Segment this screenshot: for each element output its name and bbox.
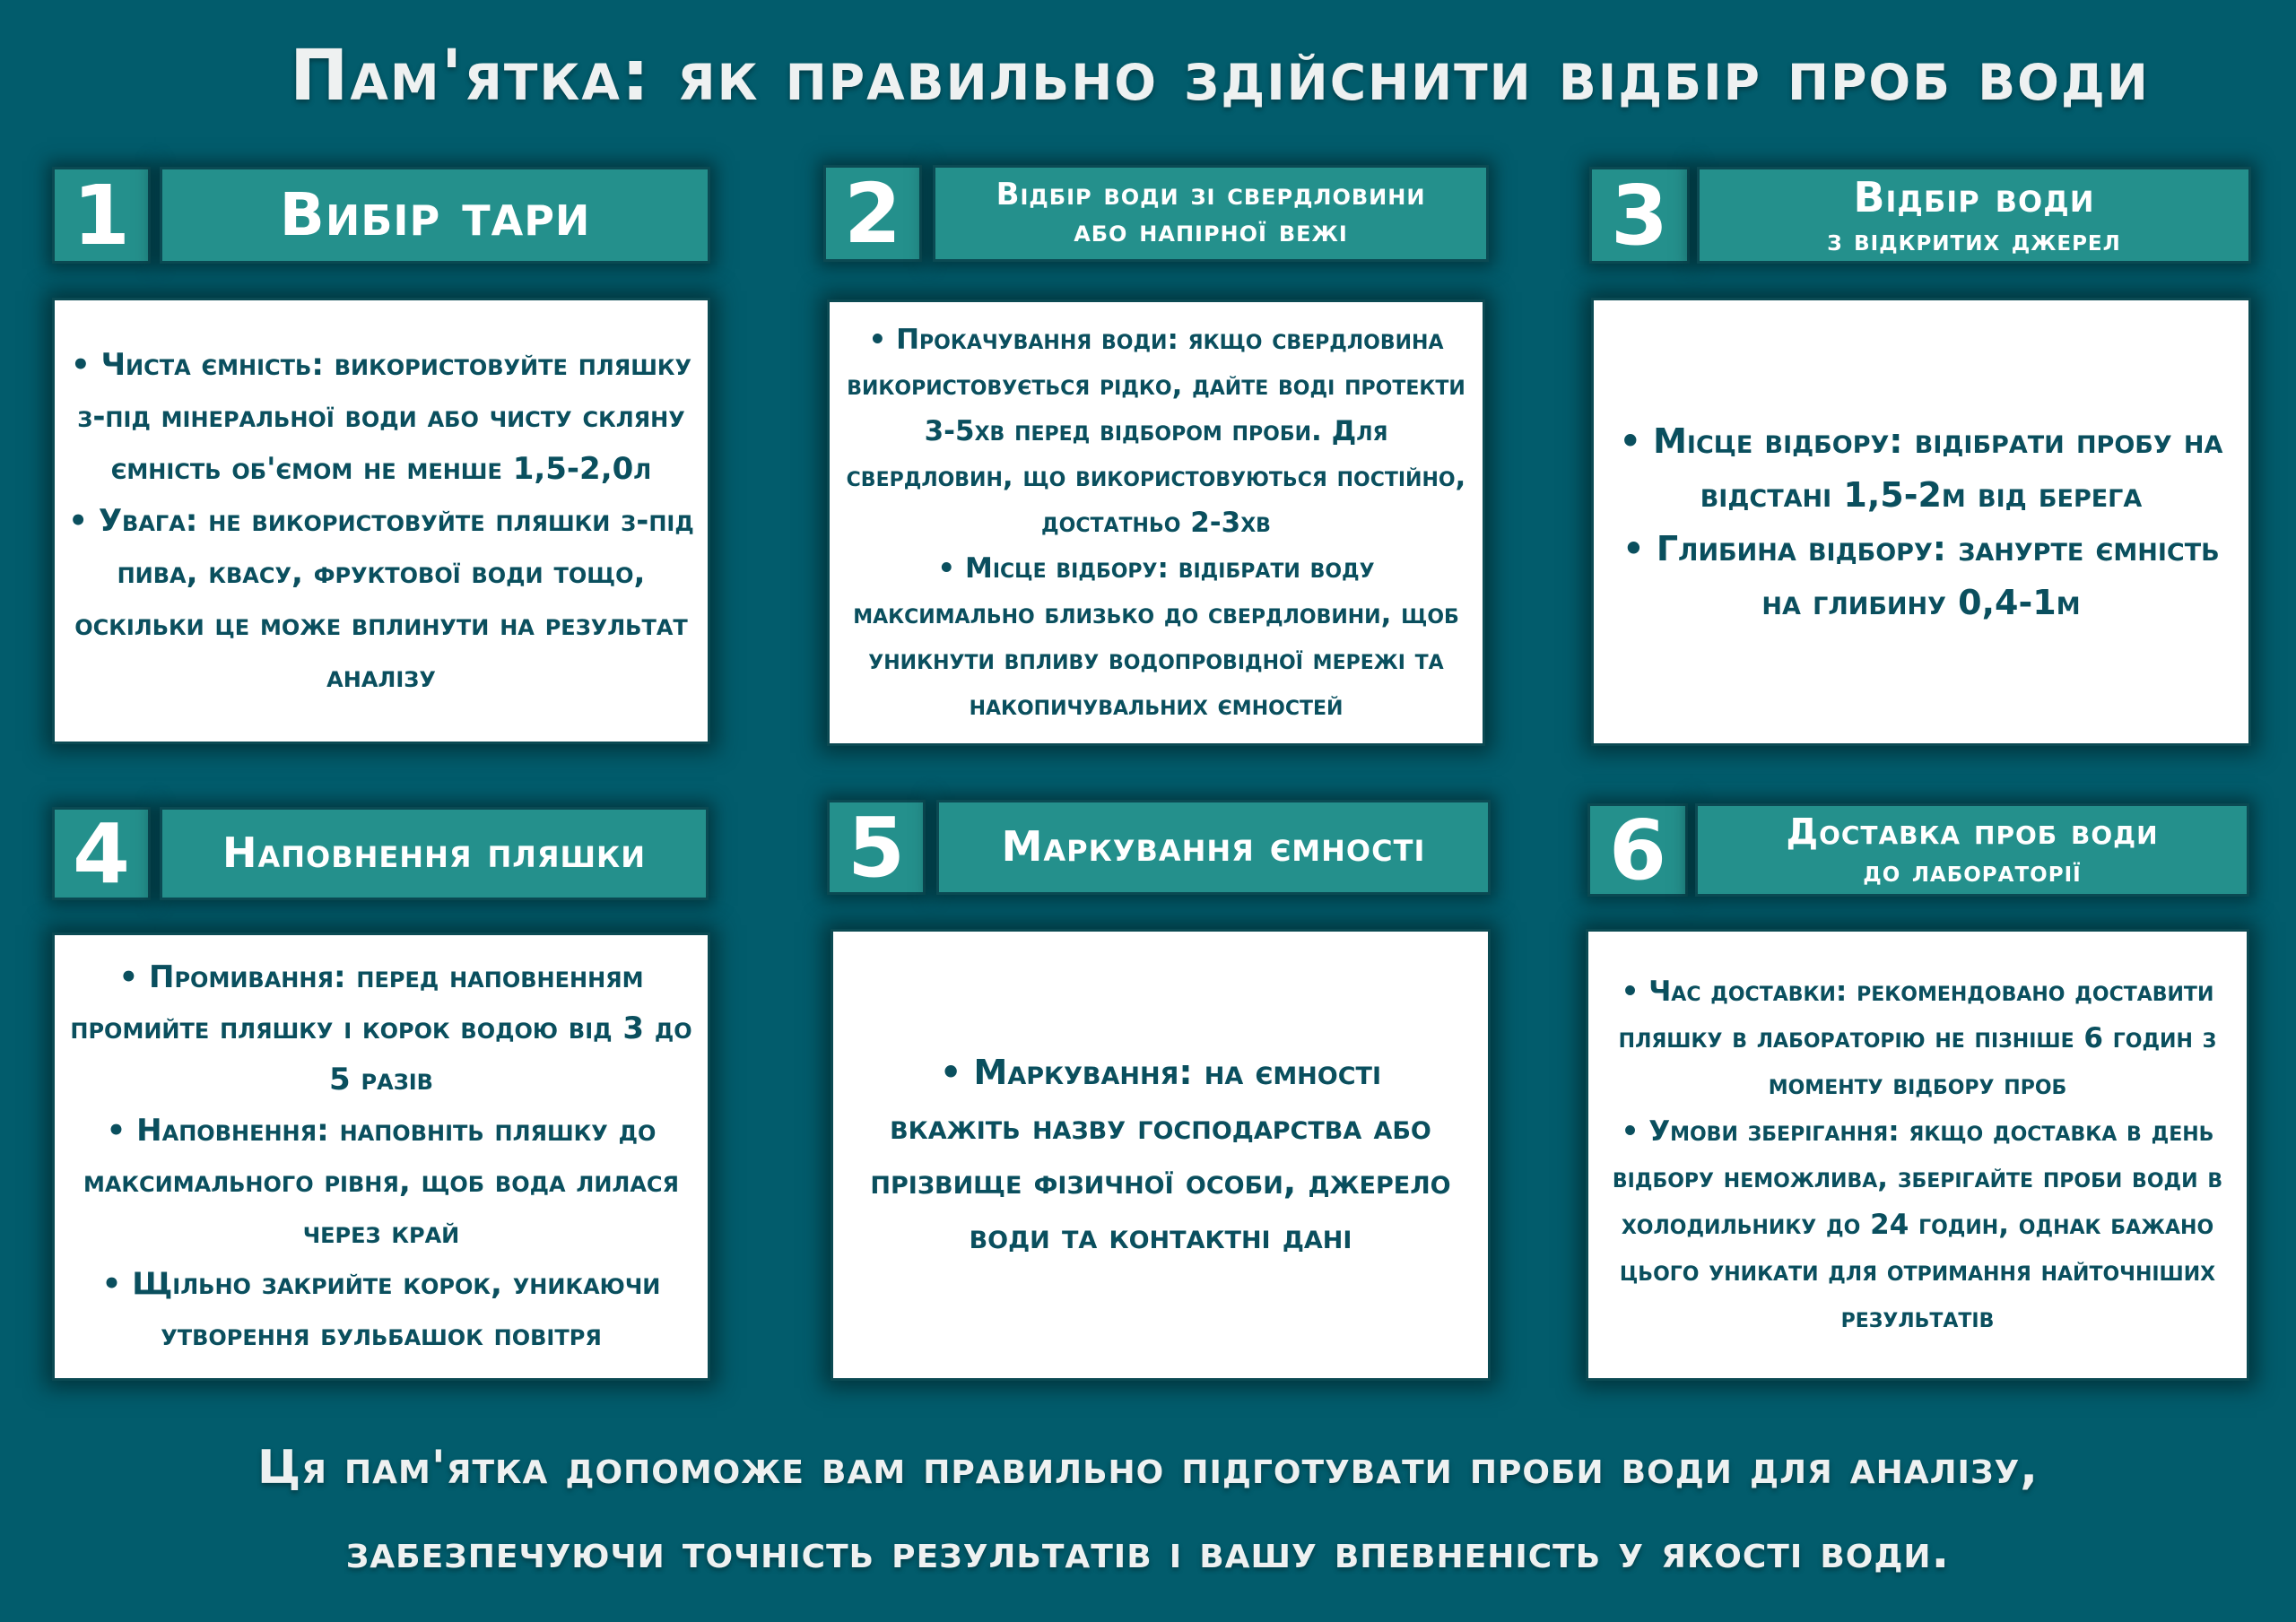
section-1-number: 1 (52, 167, 151, 264)
item-term: Місце відбору: (965, 551, 1169, 585)
item-text: відібрати воду максимально близько до свердловини, щоб уникнути впливу водопровідної мережі та накопичувальних ємностей (853, 551, 1459, 722)
list-item: • Місце відбору: відібрати воду максимально близько до свердловини, щоб уникнути впливу водопровідної мережі та накопичувальних ємностей (853, 551, 1459, 722)
item-term: Місце відбору: (1653, 421, 1903, 461)
item-term: Час доставки: (1648, 976, 1848, 1008)
item-text: на ємності вкажіть назву господарства або прізвище фізичної особи, джерело води та контактні дані (870, 1053, 1451, 1256)
item-term: Глибина відбору: (1656, 529, 1946, 568)
list-item: • Увага: не використовуйте пляшки з-під пива, квасу, фруктової води тощо, оскільки це може вплинути на результат аналізу (68, 503, 694, 695)
page-title: Пам'ятка: як правильно здійснити відбір проб води (290, 36, 2150, 117)
item-text: наповніть пляшку до максимального рівня, щоб вода лилася через край (83, 1113, 680, 1251)
footer-line: Ця пам'ятка допоможе вам правильно підготувати проби води для аналізу, (257, 1441, 2039, 1495)
item-term: Увага: (98, 503, 198, 539)
section-3-heading-line: Відбір води (1853, 172, 2095, 221)
section-2-heading (933, 165, 1489, 262)
section-2-card (827, 299, 1485, 746)
section-4-heading-line: Наповнення пляшки (222, 828, 646, 878)
section-3-number: 3 (1589, 167, 1690, 264)
section-4-number: 4 (52, 807, 151, 900)
section-6-heading-line: Доставка проб води (1786, 811, 2159, 854)
list-item: • Щільно закрийте корок, уникаючи утворення бульбашок повітря (101, 1266, 661, 1353)
section-1-heading-line: Вибір тари (279, 180, 591, 250)
item-term: Умови зберігання: (1648, 1115, 1900, 1148)
list-item: • Наповнення: наповніть пляшку до максимального рівня, щоб вода лилася через край (83, 1113, 680, 1251)
section-5-heading-line: Маркування ємності (1001, 822, 1426, 872)
section-1-card (52, 298, 710, 744)
item-term: Маркування: (973, 1053, 1193, 1092)
item-text: не використовуйте пляшки з-під пива, квасу, фруктової води тощо, оскільки це може вплинути на результат аналізу (74, 503, 694, 695)
list-item: • Час доставки: рекомендовано доставити пляшку в лабораторію не пізніше 6 годин з моменту відбору проб (1618, 976, 2217, 1101)
section-3-heading-line: з відкритих джерел (1827, 221, 2121, 257)
section-1-heading (160, 167, 710, 264)
list-item: • Умови зберігання: якщо доставка в день відбору неможлива, зберігайте проби води в холодильнику до 24 годин, однак бажано цього уникати для отримання найточніших результатів (1612, 1115, 2223, 1334)
list-item: • Місце відбору: відібрати пробу на відстані 1,5-2м від берега (1619, 421, 2223, 515)
section-6-heading-line: до лабораторії (1863, 854, 2082, 889)
footer-note (0, 1426, 2296, 1594)
list-item: • Чиста ємність: використовуйте пляшку з-під мінеральної води або чисту скляну ємність об'ємом не менше 1,5-2,0л (71, 347, 691, 487)
list-item: • Маркування: на ємності вкажіть назву господарства або прізвище фізичної особи, джерело води та контактні дані (870, 1053, 1451, 1256)
item-term: Щільно закрийте корок, (132, 1266, 502, 1302)
item-term: Прокачування води: (896, 323, 1178, 356)
list-item: • Промивання: перед наповненням промийте пляшку і корок водою від 3 до 5 разів (70, 959, 692, 1097)
item-text: відібрати пробу на відстані 1,5-2м від берега (1700, 421, 2223, 515)
section-6-number: 6 (1587, 803, 1688, 897)
section-6-heading (1695, 803, 2249, 897)
item-text: перед наповненням промийте пляшку і корок водою від 3 до 5 разів (70, 959, 692, 1097)
item-term: Наповнення: (136, 1113, 329, 1149)
section-5-number: 5 (827, 800, 926, 895)
footer-line: забезпечуючи точність результатів і вашу впевненість у якості води. (345, 1525, 1951, 1579)
item-text: уникаючи утворення бульбашок повітря (161, 1266, 661, 1353)
section-2-number: 2 (823, 165, 922, 262)
section-3-card (1591, 298, 2251, 746)
section-6-card (1586, 929, 2249, 1381)
item-term: Чиста ємність: (100, 347, 324, 383)
list-item: • Прокачування води: якщо свердловина використовується рідко, дайте воді протекти 3-5хв перед відбором проби. Для свердловин, що використовуються постійно, достатньо 2-3хв (846, 323, 1466, 539)
item-text: рекомендовано доставити пляшку в лабораторію не пізніше 6 годин з моменту відбору проб (1618, 976, 2217, 1101)
section-3-heading (1697, 167, 2251, 264)
list-item: • Глибина відбору: занурте ємність на глибину 0,4-1м (1622, 529, 2220, 622)
item-text: використовуйте пляшку з-під мінеральної води або чисту скляну ємність об'ємом не менше 1,5-2,0л (77, 347, 691, 487)
section-2-heading-line: або напірної вежі (1074, 213, 1348, 249)
section-4-heading (160, 807, 709, 900)
item-text: занурте ємність на глибину 0,4-1м (1761, 529, 2220, 622)
item-term: Промивання: (149, 959, 346, 995)
item-text: якщо доставка в день відбору неможлива, зберігайте проби води в холодильнику до 24 годин, однак бажано цього уникати для отримання найточніших результатів (1612, 1115, 2223, 1334)
section-2-heading-line: Відбір води зі свердловини (996, 177, 1426, 213)
section-4-card (52, 932, 710, 1381)
section-5-card (831, 929, 1491, 1381)
item-text: якщо свердловина використовується рідко, дайте воді протекти 3-5хв перед відбором проби. Для свердловин, що використовуються постійно, достатньо 2-3хв (846, 323, 1466, 539)
section-5-heading (936, 800, 1491, 895)
